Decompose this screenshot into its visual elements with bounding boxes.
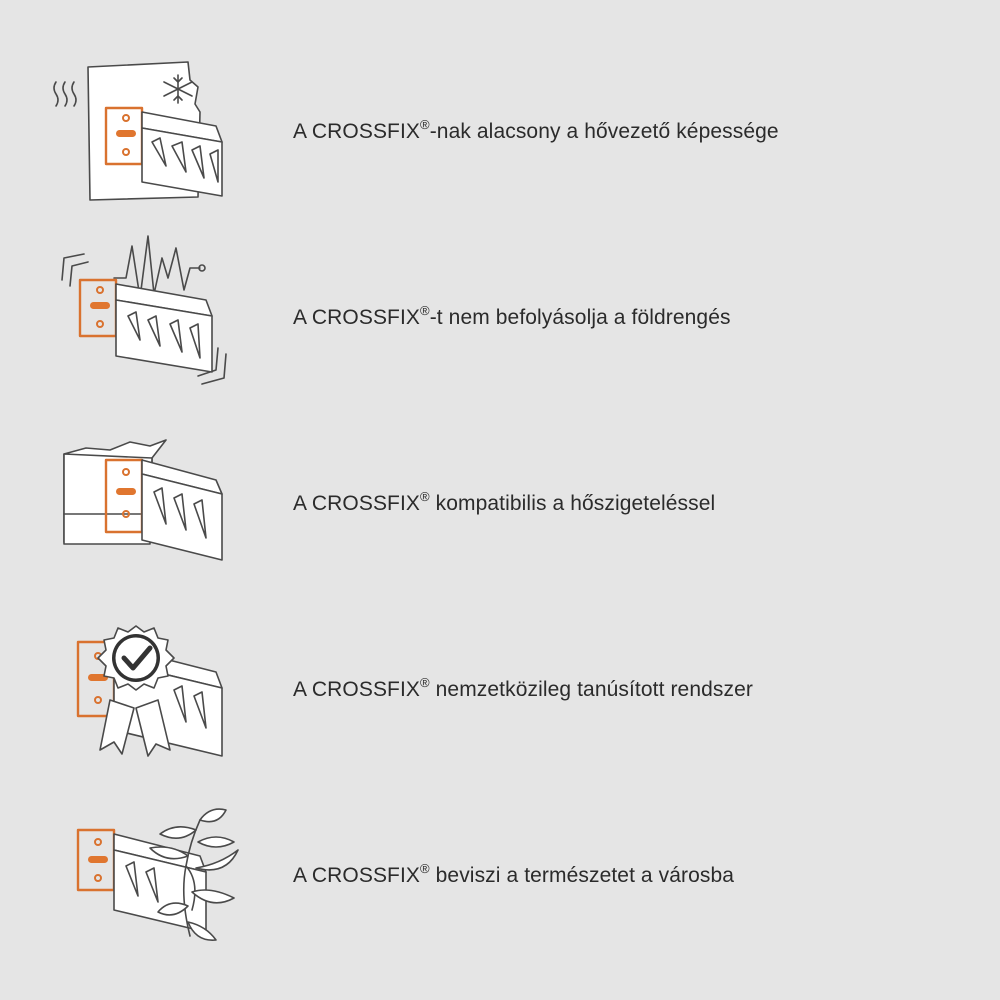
certified-badge-bracket-icon — [40, 600, 260, 786]
registered-mark: ® — [420, 117, 430, 132]
plant-bracket-icon — [40, 786, 260, 972]
feature-row-3 — [0, 414, 1000, 600]
feature-row-1 — [0, 42, 1000, 228]
registered-mark: ® — [420, 675, 430, 690]
insulation-bracket-icon — [40, 414, 260, 600]
feature-label-4: A CROSSFIX® nemzetközileg tanúsított rendszer — [293, 675, 753, 701]
registered-mark: ® — [420, 489, 430, 504]
earthquake-bracket-icon — [40, 228, 260, 414]
snowflake-wall-bracket-icon — [40, 42, 260, 228]
feature-label-2: A CROSSFIX®-t nem befolyásolja a földrengés — [293, 303, 731, 329]
feature-label-5: A CROSSFIX® beviszi a természetet a városba — [293, 861, 735, 887]
feature-label-3: A CROSSFIX® kompatibilis a hőszigeteléssel — [293, 489, 716, 515]
feature-row-4 — [0, 600, 1000, 786]
feature-row-5 — [0, 786, 1000, 972]
registered-mark: ® — [420, 303, 430, 318]
registered-mark: ® — [420, 861, 430, 876]
feature-row-2 — [0, 228, 1000, 414]
feature-label-1: A CROSSFIX®-nak alacsony a hővezető képessége — [293, 117, 779, 143]
